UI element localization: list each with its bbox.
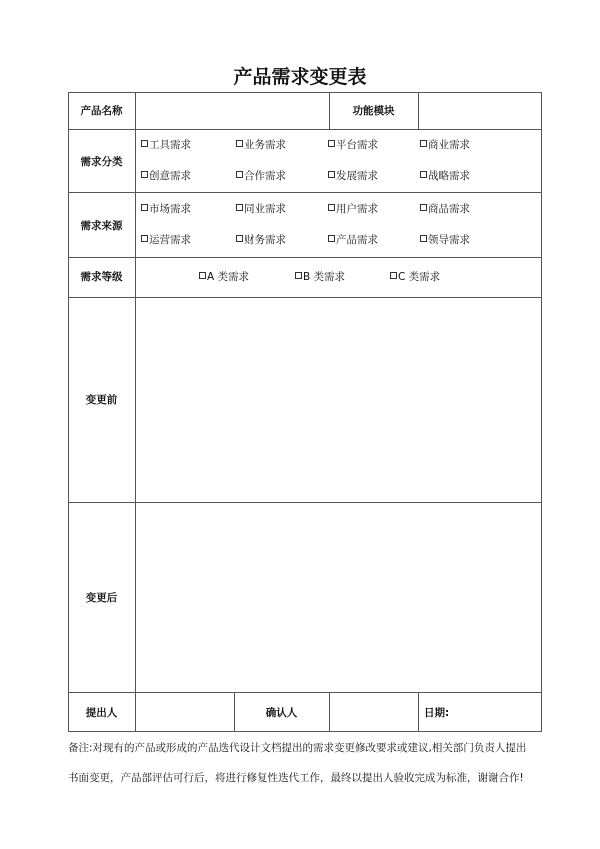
proposer-label: 提出人 [85,707,118,719]
row-divider [68,129,542,130]
option-label: 同业需求 [244,203,286,215]
grade-label: 需求等级 [80,271,123,283]
source-option[interactable] [141,232,191,247]
option-label: 战略需求 [428,170,470,182]
col-divider [418,692,419,731]
note-line: 备注:对现有的产品或形成的产品迭代设计文档提出的需求变更修改要求或建议,相关部门负责人提出 [68,742,527,754]
category-option[interactable] [420,137,470,152]
form-title: 产品需求变更表 [233,66,367,88]
before-field[interactable] [136,298,541,502]
note-line: 书面变更，产品部评估可行后，将进行修复性迭代工作，最终以提出人验收完成为标准，谢谢合作! [68,772,524,784]
module-field[interactable] [419,93,541,129]
category-option[interactable] [236,168,286,183]
checkbox[interactable] [328,235,335,242]
table-border [541,92,542,732]
checkbox[interactable] [141,204,148,211]
checkbox[interactable] [141,140,148,147]
option-label: 平台需求 [336,139,378,151]
option-label: 财务需求 [244,234,286,246]
table-border [68,92,69,732]
option-label: 创意需求 [149,170,191,182]
checkbox[interactable] [420,171,427,178]
checkbox[interactable] [236,171,243,178]
option-label: 工具需求 [149,139,191,151]
table-border [68,731,542,732]
category-option[interactable] [236,137,286,152]
checkbox[interactable] [236,235,243,242]
category-option[interactable] [141,168,191,183]
row-divider [68,192,542,193]
checkbox[interactable] [420,235,427,242]
after-label: 变更后 [85,592,118,604]
source-option[interactable] [141,201,191,216]
checkbox[interactable] [328,140,335,147]
source-option[interactable] [236,201,286,216]
confirmer-label: 确认人 [265,707,298,719]
after-field[interactable] [136,503,541,692]
product-name-label: 产品名称 [80,105,123,117]
module-label: 功能模块 [352,105,395,117]
checkbox[interactable] [420,140,427,147]
option-label: 用户需求 [336,203,378,215]
row-divider [68,257,542,258]
grade-option[interactable] [390,269,440,284]
grade-option[interactable] [295,269,345,284]
before-label: 变更前 [85,394,118,406]
option-label: 合作需求 [244,170,286,182]
category-option[interactable] [141,137,191,152]
checkbox[interactable] [390,272,397,279]
option-label: 运营需求 [149,234,191,246]
category-option[interactable] [420,168,470,183]
category-option[interactable] [328,168,378,183]
confirmer-field[interactable] [330,693,418,731]
option-label: 业务需求 [244,139,286,151]
option-label: 发展需求 [336,170,378,182]
proposer-field[interactable] [136,693,234,731]
source-option[interactable] [236,232,286,247]
source-option[interactable] [420,232,470,247]
option-label: 市场需求 [149,203,191,215]
option-label: B 类需求 [303,271,346,283]
option-label: 商品需求 [428,203,470,215]
option-label: C 类需求 [398,271,441,283]
option-label: 产品需求 [336,234,378,246]
checkbox[interactable] [199,272,206,279]
option-label: 领导需求 [428,234,470,246]
date-label: 日期: [424,707,450,719]
checkbox[interactable] [328,204,335,211]
checkbox[interactable] [141,171,148,178]
source-option[interactable] [420,201,470,216]
source-option[interactable] [328,232,378,247]
checkbox[interactable] [420,204,427,211]
checkbox[interactable] [295,272,302,279]
grade-option[interactable] [199,269,249,284]
checkbox[interactable] [328,171,335,178]
checkbox[interactable] [236,140,243,147]
category-label: 需求分类 [80,156,123,168]
source-option[interactable] [328,201,378,216]
source-label: 需求来源 [80,220,123,232]
checkbox[interactable] [236,204,243,211]
option-label: 商业需求 [428,139,470,151]
product-name-field[interactable] [136,93,329,129]
option-label: A 类需求 [207,271,250,283]
checkbox[interactable] [141,235,148,242]
category-option[interactable] [328,137,378,152]
